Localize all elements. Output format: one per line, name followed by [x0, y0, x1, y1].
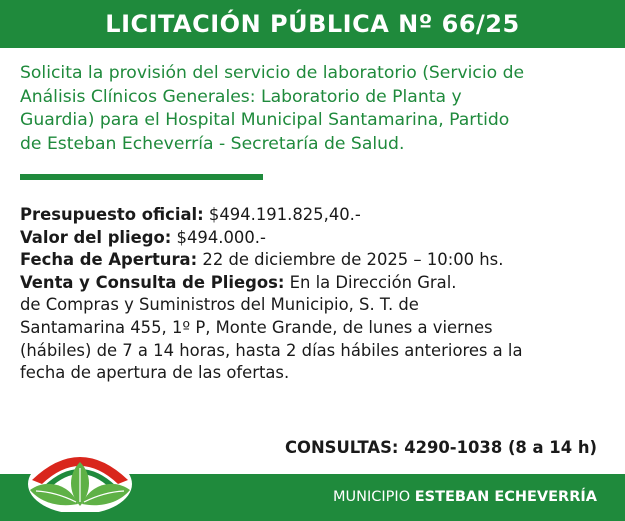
venta-line: de Compras y Suministros del Municipio, S. T. de	[20, 295, 419, 315]
valor-value: $494.000.-	[171, 227, 266, 247]
consultas-phone: 4290-1038	[404, 438, 503, 457]
intro-line: de Esteban Echeverría - Secretaría de Salud.	[20, 133, 405, 154]
valor-row	[20, 227, 615, 250]
intro-line: Solicita la provisión del servicio de laboratorio (Servicio de	[20, 63, 525, 83]
presupuesto-value: $494.191.825,40.-	[203, 205, 361, 224]
fecha-row	[20, 249, 615, 272]
footer-name: ESTEBAN ECHEVERRÍA	[414, 489, 597, 505]
intro-line: Guardia) para el Hospital Municipal Santamarina, Partido	[20, 110, 510, 130]
fecha-label: Fecha de Apertura:	[20, 250, 198, 270]
municipio-logo-icon	[24, 440, 136, 512]
valor-label: Valor del pliego:	[20, 227, 172, 247]
section-divider	[20, 174, 263, 180]
footer-prefix: MUNICIPIO	[333, 489, 415, 505]
consultas-line	[285, 438, 597, 457]
page-title: LICITACIÓN PÚBLICA Nº 66/25	[105, 10, 520, 38]
venta-label: Venta y Consulta de Pliegos:	[20, 272, 285, 292]
consultas-label: CONSULTAS:	[285, 438, 405, 457]
intro-text	[20, 62, 610, 156]
fecha-value: 22 de diciembre de 2025 – 10:00 hs.	[197, 250, 504, 270]
venta-line: fecha de apertura de las ofertas.	[20, 363, 290, 383]
consultas-hours: (8 a 14 h)	[502, 438, 597, 457]
footer-municipio	[333, 489, 597, 505]
presupuesto-label: Presupuesto oficial:	[20, 205, 204, 224]
venta-value: En la Dirección Gral.	[284, 272, 457, 292]
header-banner	[0, 0, 625, 48]
venta-row	[20, 272, 615, 295]
venta-line: (hábiles) de 7 a 14 horas, hasta 2 días hábiles anteriores a la	[20, 340, 523, 360]
details-block	[20, 204, 615, 385]
intro-line: Análisis Clínicos Generales: Laboratorio de Planta y	[20, 86, 462, 107]
presupuesto-row	[20, 204, 615, 227]
venta-line: Santamarina 455, 1º P, Monte Grande, de lunes a viernes	[20, 317, 493, 337]
